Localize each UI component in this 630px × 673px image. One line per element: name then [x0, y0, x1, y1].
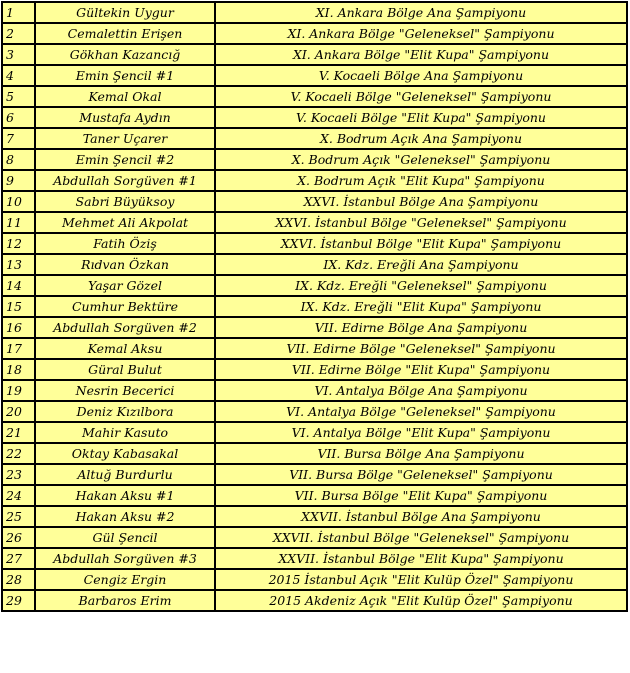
- row-number-cell: 13: [2, 254, 35, 275]
- championship-title-cell: VI. Antalya Bölge Ana Şampiyonu: [215, 380, 627, 401]
- table-row: [2, 2, 627, 23]
- championship-title-cell: XI. Ankara Bölge "Elit Kupa" Şampiyonu: [215, 44, 627, 65]
- championship-title-cell: XXVI. İstanbul Bölge "Elit Kupa" Şampiyonu: [215, 233, 627, 254]
- player-name-cell: Gültekin Uygur: [35, 2, 215, 23]
- championship-title-cell: V. Kocaeli Bölge "Geleneksel" Şampiyonu: [215, 86, 627, 107]
- championship-title-cell: VI. Antalya Bölge "Elit Kupa" Şampiyonu: [215, 422, 627, 443]
- player-name-cell: Rıdvan Özkan: [35, 254, 215, 275]
- championship-title-cell: XXVII. İstanbul Bölge "Geleneksel" Şampiyonu: [215, 527, 627, 548]
- table-row: [2, 296, 627, 317]
- table-row: [2, 170, 627, 191]
- championship-title-cell: IX. Kdz. Ereğli "Geleneksel" Şampiyonu: [215, 275, 627, 296]
- table-row: [2, 380, 627, 401]
- row-number-cell: 3: [2, 44, 35, 65]
- player-name-cell: Gökhan Kazancığ: [35, 44, 215, 65]
- player-name-cell: Altuğ Burdurlu: [35, 464, 215, 485]
- championship-title-cell: XXVI. İstanbul Bölge "Geleneksel" Şampiyonu: [215, 212, 627, 233]
- row-number-cell: 25: [2, 506, 35, 527]
- row-number-cell: 24: [2, 485, 35, 506]
- championship-title-cell: VII. Bursa Bölge "Elit Kupa" Şampiyonu: [215, 485, 627, 506]
- table-row: [2, 401, 627, 422]
- table-row: [2, 485, 627, 506]
- player-name-cell: Gül Şencil: [35, 527, 215, 548]
- championship-title-cell: X. Bodrum Açık Ana Şampiyonu: [215, 128, 627, 149]
- row-number-cell: 20: [2, 401, 35, 422]
- table-row: [2, 338, 627, 359]
- row-number-cell: 8: [2, 149, 35, 170]
- table-row: [2, 590, 627, 611]
- championship-title-cell: V. Kocaeli Bölge "Elit Kupa" Şampiyonu: [215, 107, 627, 128]
- row-number-cell: 26: [2, 527, 35, 548]
- table-row: [2, 506, 627, 527]
- table-row: [2, 107, 627, 128]
- championship-title-cell: XXVII. İstanbul Bölge "Elit Kupa" Şampiyonu: [215, 548, 627, 569]
- player-name-cell: Barbaros Erim: [35, 590, 215, 611]
- row-number-cell: 1: [2, 2, 35, 23]
- row-number-cell: 19: [2, 380, 35, 401]
- table-row: [2, 527, 627, 548]
- table-row: [2, 128, 627, 149]
- player-name-cell: Cumhur Bektüre: [35, 296, 215, 317]
- table-row: [2, 464, 627, 485]
- table-row: [2, 23, 627, 44]
- row-number-cell: 6: [2, 107, 35, 128]
- player-name-cell: Mustafa Aydın: [35, 107, 215, 128]
- table-row: [2, 212, 627, 233]
- player-name-cell: Kemal Aksu: [35, 338, 215, 359]
- player-name-cell: Emin Şencil #2: [35, 149, 215, 170]
- row-number-cell: 10: [2, 191, 35, 212]
- championship-title-cell: 2015 İstanbul Açık "Elit Kulüp Özel" Şampiyonu: [215, 569, 627, 590]
- row-number-cell: 11: [2, 212, 35, 233]
- championship-title-cell: VII. Edirne Bölge "Geleneksel" Şampiyonu: [215, 338, 627, 359]
- championship-title-cell: VII. Bursa Bölge Ana Şampiyonu: [215, 443, 627, 464]
- table-row: [2, 359, 627, 380]
- row-number-cell: 28: [2, 569, 35, 590]
- table-row: [2, 149, 627, 170]
- player-name-cell: Fatih Öziş: [35, 233, 215, 254]
- row-number-cell: 7: [2, 128, 35, 149]
- player-name-cell: Mehmet Ali Akpolat: [35, 212, 215, 233]
- championship-title-cell: X. Bodrum Açık "Geleneksel" Şampiyonu: [215, 149, 627, 170]
- player-name-cell: Nesrin Becerici: [35, 380, 215, 401]
- row-number-cell: 9: [2, 170, 35, 191]
- player-name-cell: Mahir Kasuto: [35, 422, 215, 443]
- table-row: [2, 548, 627, 569]
- championship-title-cell: XXVII. İstanbul Bölge Ana Şampiyonu: [215, 506, 627, 527]
- table-row: [2, 65, 627, 86]
- row-number-cell: 2: [2, 23, 35, 44]
- player-name-cell: Taner Uçarer: [35, 128, 215, 149]
- player-name-cell: Abdullah Sorgüven #3: [35, 548, 215, 569]
- row-number-cell: 12: [2, 233, 35, 254]
- row-number-cell: 23: [2, 464, 35, 485]
- championship-title-cell: XI. Ankara Bölge Ana Şampiyonu: [215, 2, 627, 23]
- championship-title-cell: VII. Edirne Bölge "Elit Kupa" Şampiyonu: [215, 359, 627, 380]
- championship-title-cell: XXVI. İstanbul Bölge Ana Şampiyonu: [215, 191, 627, 212]
- player-name-cell: Kemal Okal: [35, 86, 215, 107]
- player-name-cell: Cemalettin Erişen: [35, 23, 215, 44]
- player-name-cell: Emin Şencil #1: [35, 65, 215, 86]
- player-name-cell: Deniz Kızılbora: [35, 401, 215, 422]
- table-row: [2, 422, 627, 443]
- player-name-cell: Abdullah Sorgüven #2: [35, 317, 215, 338]
- row-number-cell: 15: [2, 296, 35, 317]
- row-number-cell: 22: [2, 443, 35, 464]
- row-number-cell: 5: [2, 86, 35, 107]
- table-row: [2, 44, 627, 65]
- player-name-cell: Oktay Kabasakal: [35, 443, 215, 464]
- championship-title-cell: VII. Edirne Bölge Ana Şampiyonu: [215, 317, 627, 338]
- table-row: [2, 191, 627, 212]
- championship-title-cell: XI. Ankara Bölge "Geleneksel" Şampiyonu: [215, 23, 627, 44]
- championship-title-cell: VI. Antalya Bölge "Geleneksel" Şampiyonu: [215, 401, 627, 422]
- table-row: [2, 86, 627, 107]
- player-name-cell: Hakan Aksu #2: [35, 506, 215, 527]
- table-row: [2, 317, 627, 338]
- table-row: [2, 275, 627, 296]
- champions-table-body: [2, 2, 627, 611]
- row-number-cell: 17: [2, 338, 35, 359]
- player-name-cell: Cengiz Ergin: [35, 569, 215, 590]
- row-number-cell: 29: [2, 590, 35, 611]
- row-number-cell: 27: [2, 548, 35, 569]
- player-name-cell: Sabri Büyüksoy: [35, 191, 215, 212]
- table-row: [2, 569, 627, 590]
- championship-title-cell: V. Kocaeli Bölge Ana Şampiyonu: [215, 65, 627, 86]
- row-number-cell: 16: [2, 317, 35, 338]
- table-row: [2, 443, 627, 464]
- table-row: [2, 233, 627, 254]
- table-row: [2, 254, 627, 275]
- row-number-cell: 18: [2, 359, 35, 380]
- championship-title-cell: IX. Kdz. Ereğli "Elit Kupa" Şampiyonu: [215, 296, 627, 317]
- championship-title-cell: IX. Kdz. Ereğli Ana Şampiyonu: [215, 254, 627, 275]
- player-name-cell: Hakan Aksu #1: [35, 485, 215, 506]
- player-name-cell: Yaşar Gözel: [35, 275, 215, 296]
- championship-title-cell: X. Bodrum Açık "Elit Kupa" Şampiyonu: [215, 170, 627, 191]
- player-name-cell: Abdullah Sorgüven #1: [35, 170, 215, 191]
- row-number-cell: 14: [2, 275, 35, 296]
- player-name-cell: Güral Bulut: [35, 359, 215, 380]
- row-number-cell: 21: [2, 422, 35, 443]
- championship-title-cell: VII. Bursa Bölge "Geleneksel" Şampiyonu: [215, 464, 627, 485]
- champions-table: [1, 1, 628, 612]
- row-number-cell: 4: [2, 65, 35, 86]
- championship-title-cell: 2015 Akdeniz Açık "Elit Kulüp Özel" Şampiyonu: [215, 590, 627, 611]
